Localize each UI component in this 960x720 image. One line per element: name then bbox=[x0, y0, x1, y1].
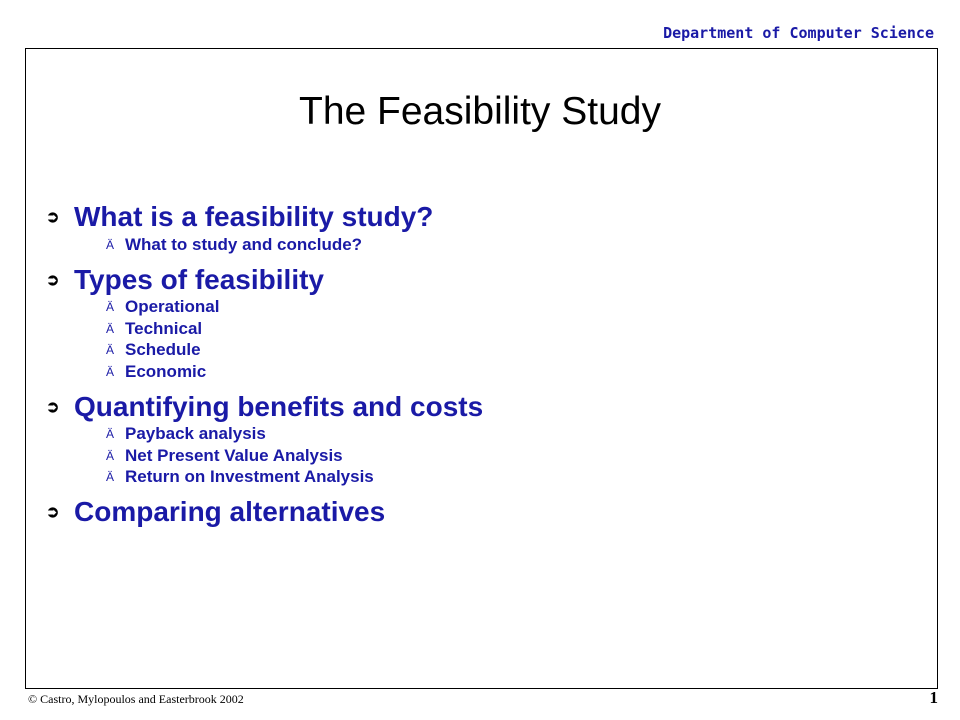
sub-bullet-icon: Ä bbox=[106, 237, 115, 252]
list-item bbox=[46, 200, 906, 256]
list-item bbox=[46, 263, 906, 383]
sub-item: Ä Net Present Value Analysis bbox=[106, 445, 343, 465]
item-label: Types of feasibility bbox=[74, 263, 324, 295]
sub-bullet-icon: Ä bbox=[106, 448, 115, 463]
list-item bbox=[46, 390, 906, 489]
sub-bullet-icon: Ä bbox=[106, 470, 115, 485]
copyright-notice: © Castro, Mylopoulos and Easterbrook 2002 bbox=[28, 692, 244, 706]
item-label: Quantifying benefits and costs bbox=[74, 390, 484, 422]
sub-bullet-icon: Ä bbox=[106, 427, 115, 442]
sub-item: Ä Operational bbox=[106, 297, 220, 317]
sub-item: Ä What to study and conclude? bbox=[106, 234, 363, 254]
sub-bullet-icon: Ä bbox=[106, 300, 115, 315]
sub-bullet-icon: Ä bbox=[106, 364, 115, 379]
slide-title: The Feasibility Study bbox=[299, 90, 661, 133]
sub-item: Ä Technical bbox=[106, 318, 203, 338]
sub-bullet-icon: Ä bbox=[106, 321, 115, 336]
arrow-bullet-icon: ➲ bbox=[46, 398, 60, 416]
sub-item: Ä Schedule bbox=[106, 340, 201, 360]
sub-item: Ä Economic bbox=[106, 361, 207, 381]
page-number: 1 bbox=[929, 688, 938, 707]
department-label: Department of Computer Science bbox=[663, 24, 934, 42]
arrow-bullet-icon: ➲ bbox=[46, 504, 60, 521]
arrow-bullet-icon: ➲ bbox=[46, 271, 60, 289]
sub-item: Ä Payback analysis bbox=[106, 424, 266, 444]
item-label: Comparing alternatives bbox=[74, 496, 386, 527]
sub-bullet-icon: Ä bbox=[106, 343, 115, 358]
item-label: What is a feasibility study? bbox=[74, 201, 434, 232]
list-item bbox=[46, 495, 906, 529]
arrow-bullet-icon: ➲ bbox=[46, 209, 60, 226]
sub-item: Ä Return on Investment Analysis bbox=[106, 467, 374, 487]
bullet-list bbox=[46, 200, 906, 536]
